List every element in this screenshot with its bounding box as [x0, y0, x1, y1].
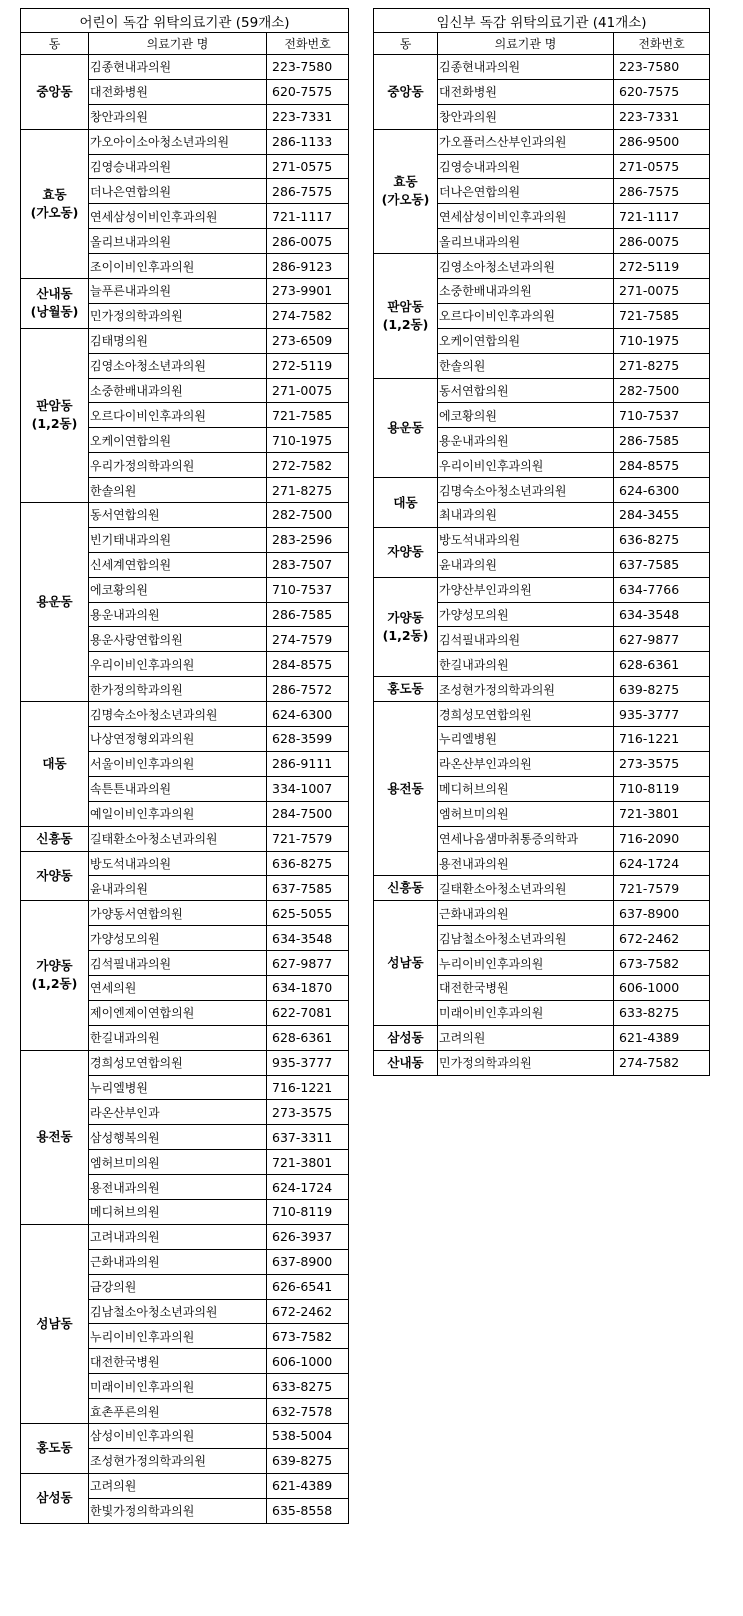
clinic-name: 김남철소아청소년과의원	[89, 1299, 267, 1324]
table-row	[374, 1025, 710, 1050]
table-row	[21, 851, 349, 876]
clinic-name: 메디허브의원	[438, 776, 614, 801]
dong-cell	[21, 328, 89, 502]
clinic-phone: 286-0075	[614, 229, 710, 254]
clinic-name: 김종현내과의원	[89, 55, 267, 80]
dong-cell	[21, 826, 89, 851]
clinic-phone: 621-4389	[267, 1473, 349, 1498]
pregnant-header-name: 의료기관 명	[438, 33, 614, 55]
dong-cell	[374, 901, 438, 1025]
dong-cell	[21, 1473, 89, 1523]
table-row	[374, 577, 710, 602]
clinic-phone: 621-4389	[614, 1025, 710, 1050]
dong-label: 산내동	[36, 286, 73, 302]
clinic-name: 가오플러스산부인과의원	[438, 129, 614, 154]
dong-cell	[374, 876, 438, 901]
clinic-name: 누리이비인후과의원	[438, 951, 614, 976]
clinic-name: 김남철소아청소년과의원	[438, 926, 614, 951]
clinic-phone: 271-8275	[614, 353, 710, 378]
clinic-name: 한솔의원	[89, 478, 267, 503]
clinic-phone: 639-8275	[267, 1448, 349, 1473]
children-table-body	[21, 55, 349, 1524]
clinic-name: 용운내과의원	[89, 602, 267, 627]
clinic-name: 근화내과의원	[438, 901, 614, 926]
clinic-name: 조성현가정의학과의원	[89, 1448, 267, 1473]
clinic-phone: 271-0075	[614, 279, 710, 304]
clinic-phone: 271-0575	[267, 154, 349, 179]
clinic-name: 길태환소아청소년과의원	[89, 826, 267, 851]
clinic-name: 빈기태내과의원	[89, 527, 267, 552]
clinic-name: 고려의원	[438, 1025, 614, 1050]
clinic-name: 늘푸른내과의원	[89, 279, 267, 304]
clinic-phone: 716-1221	[614, 727, 710, 752]
clinic-name: 길태환소아청소년과의원	[438, 876, 614, 901]
pregnant-table-body	[374, 55, 710, 1076]
clinic-phone: 223-7331	[614, 104, 710, 129]
clinic-phone: 622-7081	[267, 1000, 349, 1025]
clinic-name: 조이이비인후과의원	[89, 254, 267, 279]
dong-cell	[374, 1050, 438, 1075]
clinic-name: 라온산부인과의원	[438, 751, 614, 776]
clinic-name: 김명숙소아청소년과의원	[89, 702, 267, 727]
clinic-phone: 538-5004	[267, 1423, 349, 1448]
clinic-phone: 286-7575	[614, 179, 710, 204]
clinic-name: 에코황의원	[89, 577, 267, 602]
clinic-name: 누리엘병원	[438, 727, 614, 752]
dong-cell	[374, 129, 438, 253]
clinic-name: 오르다이비인후과의원	[438, 303, 614, 328]
clinic-name: 동서연합의원	[438, 378, 614, 403]
table-row	[374, 129, 710, 154]
clinic-name: 올리브내과의원	[438, 229, 614, 254]
table-row	[21, 279, 349, 304]
clinic-phone: 628-6361	[267, 1025, 349, 1050]
clinic-name: 속튼튼내과의원	[89, 776, 267, 801]
clinic-phone: 625-5055	[267, 901, 349, 926]
dong-cell	[374, 577, 438, 677]
clinic-name: 김영소아청소년과의원	[438, 254, 614, 279]
clinic-name: 창안과의원	[438, 104, 614, 129]
dong-label: (1,2동)	[382, 316, 429, 332]
clinic-phone: 710-7537	[267, 577, 349, 602]
clinic-phone: 284-7500	[267, 801, 349, 826]
clinic-name: 용운내과의원	[438, 428, 614, 453]
clinic-name: 용운사랑연합의원	[89, 627, 267, 652]
dong-label: 홍도동	[387, 681, 424, 697]
dong-label: 용운동	[387, 419, 424, 435]
dong-cell	[374, 478, 438, 528]
clinic-name: 삼성이비인후과의원	[89, 1423, 267, 1448]
clinic-name: 최내과의원	[438, 503, 614, 528]
children-clinic-table	[20, 8, 349, 1524]
clinic-phone: 721-7585	[267, 403, 349, 428]
clinic-phone: 637-8900	[267, 1249, 349, 1274]
table-row	[21, 129, 349, 154]
dong-label: (가오동)	[30, 204, 79, 220]
clinic-name: 고려의원	[89, 1473, 267, 1498]
clinic-name: 가양동서연합의원	[89, 901, 267, 926]
clinic-phone: 286-0075	[267, 229, 349, 254]
dong-cell	[21, 901, 89, 1050]
dong-cell	[21, 1050, 89, 1224]
clinic-name: 가양산부인과의원	[438, 577, 614, 602]
clinic-name: 윤내과의원	[438, 552, 614, 577]
table-row	[21, 826, 349, 851]
clinic-name: 서울이비인후과의원	[89, 751, 267, 776]
clinic-name: 한솔의원	[438, 353, 614, 378]
clinic-phone: 223-7580	[267, 55, 349, 80]
clinic-phone: 274-7582	[614, 1050, 710, 1075]
clinic-name: 소중한배내과의원	[89, 378, 267, 403]
clinic-phone: 624-1724	[614, 851, 710, 876]
clinic-phone: 721-7579	[267, 826, 349, 851]
clinic-name: 윤내과의원	[89, 876, 267, 901]
clinic-name: 예일이비인후과의원	[89, 801, 267, 826]
table-row	[21, 1423, 349, 1448]
dong-label: 용전동	[36, 1129, 73, 1145]
clinic-phone: 282-7500	[267, 503, 349, 528]
clinic-phone: 286-7572	[267, 677, 349, 702]
clinic-name: 근화내과의원	[89, 1249, 267, 1274]
dong-label: 자양동	[36, 867, 73, 883]
clinic-phone: 637-3311	[267, 1125, 349, 1150]
dong-cell	[374, 527, 438, 577]
clinic-name: 김영승내과의원	[438, 154, 614, 179]
clinic-name: 경희성모연합의원	[438, 702, 614, 727]
clinic-name: 에코황의원	[438, 403, 614, 428]
clinic-name: 민가정의학과의원	[89, 303, 267, 328]
clinic-phone: 716-1221	[267, 1075, 349, 1100]
clinic-phone: 271-0575	[614, 154, 710, 179]
dong-cell	[374, 702, 438, 876]
clinic-name: 김석필내과의원	[438, 627, 614, 652]
dong-label: (낭월동)	[30, 304, 79, 320]
dong-cell	[21, 702, 89, 826]
dong-label: 삼성동	[387, 1029, 424, 1045]
clinic-phone: 627-9877	[267, 951, 349, 976]
clinic-phone: 286-9111	[267, 751, 349, 776]
clinic-name: 가양성모의원	[89, 926, 267, 951]
clinic-name: 가양성모의원	[438, 602, 614, 627]
clinic-phone: 635-8558	[267, 1498, 349, 1523]
clinic-name: 신세계연합의원	[89, 552, 267, 577]
clinic-phone: 710-8119	[614, 776, 710, 801]
dong-label: 산내동	[387, 1054, 424, 1070]
clinic-name: 김종현내과의원	[438, 55, 614, 80]
clinic-name: 연세의원	[89, 975, 267, 1000]
clinic-phone: 634-3548	[267, 926, 349, 951]
clinic-name: 용전내과의원	[89, 1175, 267, 1200]
clinic-phone: 721-3801	[614, 801, 710, 826]
clinic-phone: 286-7585	[614, 428, 710, 453]
clinic-phone: 626-6541	[267, 1274, 349, 1299]
dong-label: (1,2동)	[382, 627, 429, 643]
clinic-name: 더나은연합의원	[89, 179, 267, 204]
table-row	[374, 901, 710, 926]
dong-label: 신흥동	[36, 830, 73, 846]
clinic-name: 방도석내과의원	[89, 851, 267, 876]
clinic-phone: 634-1870	[267, 975, 349, 1000]
clinic-name: 미래이비인후과의원	[89, 1374, 267, 1399]
clinic-phone: 633-8275	[267, 1374, 349, 1399]
clinic-phone: 633-8275	[614, 1000, 710, 1025]
clinic-phone: 628-3599	[267, 727, 349, 752]
table-row	[21, 503, 349, 528]
clinic-name: 올리브내과의원	[89, 229, 267, 254]
clinic-phone: 626-3937	[267, 1224, 349, 1249]
clinic-phone: 710-1975	[614, 328, 710, 353]
clinic-name: 동서연합의원	[89, 503, 267, 528]
clinic-phone: 721-1117	[267, 204, 349, 229]
table-row	[21, 328, 349, 353]
clinic-name: 우리이비인후과의원	[438, 453, 614, 478]
clinic-phone: 620-7575	[614, 79, 710, 104]
clinic-name: 오케이연합의원	[89, 428, 267, 453]
table-row	[374, 677, 710, 702]
clinic-phone: 284-8575	[614, 453, 710, 478]
clinic-name: 한가정의학과의원	[89, 677, 267, 702]
clinic-name: 김영소아청소년과의원	[89, 353, 267, 378]
clinic-phone: 716-2090	[614, 826, 710, 851]
children-header-phone: 전화번호	[267, 33, 349, 55]
clinic-name: 경희성모연합의원	[89, 1050, 267, 1075]
table-row	[374, 378, 710, 403]
dong-label: 중앙동	[387, 83, 424, 99]
dong-label: 효동	[393, 174, 418, 190]
clinic-phone: 627-9877	[614, 627, 710, 652]
dong-label: 중앙동	[36, 83, 73, 99]
clinic-phone: 286-9500	[614, 129, 710, 154]
table-row	[374, 876, 710, 901]
clinic-name: 연세삼성이비인후과의원	[438, 204, 614, 229]
clinic-name: 미래이비인후과의원	[438, 1000, 614, 1025]
clinic-phone: 637-7585	[614, 552, 710, 577]
clinic-name: 용전내과의원	[438, 851, 614, 876]
table-row	[374, 254, 710, 279]
table-row	[21, 1050, 349, 1075]
dong-label: 대동	[42, 755, 67, 771]
clinic-phone: 273-6509	[267, 328, 349, 353]
clinic-phone: 620-7575	[267, 79, 349, 104]
table-row	[21, 55, 349, 80]
dong-cell	[21, 1423, 89, 1473]
clinic-phone: 286-9123	[267, 254, 349, 279]
clinic-name: 조성현가정의학과의원	[438, 677, 614, 702]
clinic-phone: 637-7585	[267, 876, 349, 901]
clinic-phone: 634-3548	[614, 602, 710, 627]
dong-label: 자양동	[387, 544, 424, 560]
clinic-phone: 223-7580	[614, 55, 710, 80]
dong-label: 대동	[393, 494, 418, 510]
table-row	[374, 702, 710, 727]
clinic-phone: 272-7582	[267, 453, 349, 478]
dong-cell	[374, 254, 438, 378]
children-header-name: 의료기관 명	[89, 33, 267, 55]
clinic-name: 한길내과의원	[89, 1025, 267, 1050]
clinic-name: 금강의원	[89, 1274, 267, 1299]
clinic-phone: 272-5119	[614, 254, 710, 279]
pregnant-header-phone: 전화번호	[614, 33, 710, 55]
dong-label: 판암동	[36, 398, 73, 414]
dong-cell	[21, 851, 89, 901]
dong-label: 가양동	[36, 958, 73, 974]
clinic-name: 누리엘병원	[89, 1075, 267, 1100]
clinic-phone: 283-7507	[267, 552, 349, 577]
clinic-phone: 673-7582	[614, 951, 710, 976]
clinic-name: 대전화병원	[89, 79, 267, 104]
clinic-phone: 721-3801	[267, 1150, 349, 1175]
clinic-name: 가오아이소아청소년과의원	[89, 129, 267, 154]
clinic-phone: 624-1724	[267, 1175, 349, 1200]
clinic-phone: 628-6361	[614, 652, 710, 677]
clinic-name: 누리이비인후과의원	[89, 1324, 267, 1349]
dong-cell	[21, 55, 89, 130]
children-table-title: 어린이 독감 위탁의료기관 (59개소)	[21, 9, 349, 33]
table-row	[21, 1473, 349, 1498]
clinic-name: 제이엔제이연합의원	[89, 1000, 267, 1025]
clinic-name: 연세나음샘마취통증의학과	[438, 826, 614, 851]
clinic-phone: 273-9901	[267, 279, 349, 304]
clinic-phone: 710-8119	[267, 1199, 349, 1224]
clinic-phone: 721-7579	[614, 876, 710, 901]
clinic-phone: 672-2462	[267, 1299, 349, 1324]
clinic-name: 창안과의원	[89, 104, 267, 129]
clinic-phone: 284-8575	[267, 652, 349, 677]
table-row	[374, 1050, 710, 1075]
clinic-name: 엠허브미의원	[438, 801, 614, 826]
dong-label: 홍도동	[36, 1440, 73, 1456]
clinic-phone: 272-5119	[267, 353, 349, 378]
clinic-name: 오르다이비인후과의원	[89, 403, 267, 428]
table-row	[21, 1224, 349, 1249]
clinic-phone: 710-1975	[267, 428, 349, 453]
clinic-name: 김태명의원	[89, 328, 267, 353]
clinic-name: 한빛가정의학과의원	[89, 1498, 267, 1523]
clinic-name: 대전한국병원	[438, 975, 614, 1000]
clinic-phone: 632-7578	[267, 1399, 349, 1424]
dong-label: 효동	[42, 186, 67, 202]
table-row	[374, 478, 710, 503]
children-header-dong: 동	[21, 33, 89, 55]
clinic-phone: 672-2462	[614, 926, 710, 951]
clinic-phone: 637-8900	[614, 901, 710, 926]
dong-cell	[21, 503, 89, 702]
clinic-name: 민가정의학과의원	[438, 1050, 614, 1075]
table-row	[21, 702, 349, 727]
dong-label: 신흥동	[387, 880, 424, 896]
clinic-phone: 624-6300	[614, 478, 710, 503]
dong-cell	[21, 1224, 89, 1423]
clinic-phone: 639-8275	[614, 677, 710, 702]
dong-label: (1,2동)	[31, 976, 78, 992]
clinic-phone: 273-3575	[267, 1100, 349, 1125]
table-row	[374, 55, 710, 80]
clinic-phone: 274-7579	[267, 627, 349, 652]
clinic-phone: 286-7585	[267, 602, 349, 627]
clinic-phone: 334-1007	[267, 776, 349, 801]
clinic-phone: 283-2596	[267, 527, 349, 552]
clinic-phone: 284-3455	[614, 503, 710, 528]
clinic-phone: 606-1000	[267, 1349, 349, 1374]
dong-label: 판암동	[387, 298, 424, 314]
clinic-phone: 271-8275	[267, 478, 349, 503]
clinic-name: 오케이연합의원	[438, 328, 614, 353]
dong-label: (가오동)	[381, 192, 430, 208]
clinic-name: 메디허브의원	[89, 1199, 267, 1224]
dong-label: 삼성동	[36, 1490, 73, 1506]
clinic-name: 김석필내과의원	[89, 951, 267, 976]
clinic-name: 김명숙소아청소년과의원	[438, 478, 614, 503]
pregnant-clinic-table	[373, 8, 710, 1076]
dong-cell	[21, 129, 89, 278]
clinic-phone: 710-7537	[614, 403, 710, 428]
dong-cell	[374, 677, 438, 702]
clinic-name: 한길내과의원	[438, 652, 614, 677]
table-row	[374, 527, 710, 552]
dong-label: (1,2동)	[31, 416, 78, 432]
clinic-phone: 935-3777	[267, 1050, 349, 1075]
clinic-phone: 624-6300	[267, 702, 349, 727]
clinic-name: 고려내과의원	[89, 1224, 267, 1249]
clinic-phone: 271-0075	[267, 378, 349, 403]
clinic-name: 소중한배내과의원	[438, 279, 614, 304]
clinic-name: 방도석내과의원	[438, 527, 614, 552]
table-row	[21, 901, 349, 926]
clinic-phone: 636-8275	[267, 851, 349, 876]
clinic-phone: 935-3777	[614, 702, 710, 727]
dong-cell	[374, 1025, 438, 1050]
dong-label: 가양동	[387, 609, 424, 625]
clinic-phone: 274-7582	[267, 303, 349, 328]
clinic-phone: 634-7766	[614, 577, 710, 602]
clinic-name: 삼성행복의원	[89, 1125, 267, 1150]
clinic-name: 엠허브미의원	[89, 1150, 267, 1175]
clinic-name: 더나은연합의원	[438, 179, 614, 204]
dong-cell	[374, 55, 438, 130]
clinic-phone: 636-8275	[614, 527, 710, 552]
dong-label: 성남동	[387, 955, 424, 970]
clinic-name: 대전한국병원	[89, 1349, 267, 1374]
clinic-phone: 721-7585	[614, 303, 710, 328]
clinic-phone: 606-1000	[614, 975, 710, 1000]
dong-label: 성남동	[36, 1315, 73, 1331]
clinic-name: 우리가정의학과의원	[89, 453, 267, 478]
clinic-name: 대전화병원	[438, 79, 614, 104]
dong-label: 용전동	[387, 780, 424, 796]
clinic-phone: 282-7500	[614, 378, 710, 403]
clinic-name: 연세삼성이비인후과의원	[89, 204, 267, 229]
clinic-name: 우리이비인후과의원	[89, 652, 267, 677]
clinic-phone: 286-1133	[267, 129, 349, 154]
pregnant-header-dong: 동	[374, 33, 438, 55]
clinic-phone: 721-1117	[614, 204, 710, 229]
clinic-phone: 273-3575	[614, 751, 710, 776]
clinic-name: 효촌푸른의원	[89, 1399, 267, 1424]
clinic-name: 김영승내과의원	[89, 154, 267, 179]
clinic-name: 라온산부인과	[89, 1100, 267, 1125]
clinic-phone: 286-7575	[267, 179, 349, 204]
pregnant-table-title: 임신부 독감 위탁의료기관 (41개소)	[374, 9, 710, 33]
clinic-phone: 673-7582	[267, 1324, 349, 1349]
clinic-phone: 223-7331	[267, 104, 349, 129]
dong-label: 용운동	[36, 594, 73, 610]
dong-cell	[374, 378, 438, 478]
clinic-name: 나상연정형외과의원	[89, 727, 267, 752]
dong-cell	[21, 279, 89, 329]
